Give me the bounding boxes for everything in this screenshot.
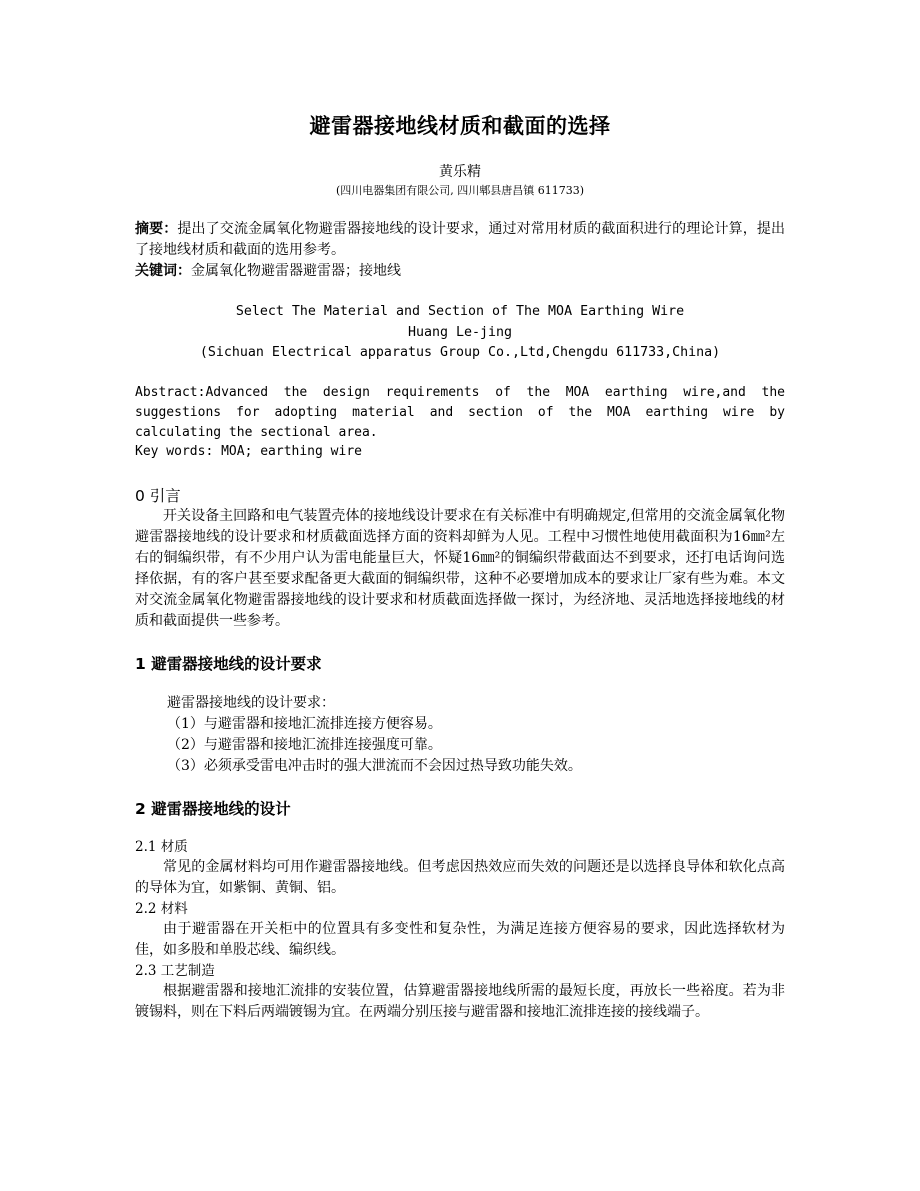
- section-2-heading: 2 避雷器接地线的设计: [135, 800, 291, 818]
- chinese-abstract-text: 提出了交流金属氧化物避雷器接地线的设计要求，通过对常用材质的截面积进行的理论计算，提出了接地线材质和截面的选用参考。: [135, 221, 786, 258]
- chinese-abstract: [135, 219, 785, 261]
- section-2-2-heading: 2.2 材料: [135, 901, 188, 917]
- english-affiliation: (Sichuan Electrical apparatus Group Co.,Ltd,Chengdu 611733,China): [199, 345, 721, 360]
- chinese-abstract-label: 摘要：: [135, 221, 178, 237]
- paper-title: 避雷器接地线材质和截面的选择: [309, 114, 611, 138]
- english-abstract: [135, 383, 785, 443]
- section-2-1-heading: 2.1 材质: [135, 839, 188, 855]
- english-title-block: [135, 302, 785, 364]
- section-1-item-2: （2）与避雷器和接地汇流排连接强度可靠。: [167, 737, 442, 753]
- english-author: Huang Le-jing: [407, 324, 513, 340]
- author-affiliation: (四川电器集团有限公司, 四川郫县唐昌镇 611733): [335, 184, 585, 197]
- english-abstract-text: :Advanced the design requirements of the MOA earthing wire,and the suggestions for adopting material and section of the MOA earthing wire by calculating the sectional area.: [135, 385, 785, 440]
- chinese-keywords-text: 金属氧化物避雷器避雷器；接地线: [191, 263, 401, 279]
- section-2-1-paragraph: 常见的金属材料均可用作避雷器接地线。但考虑因热效应而失效的问题还是以选择良导体和软化点高的导体为宜，如紫铜、黄铜、铝。: [135, 859, 785, 896]
- chinese-keywords-label: 关键词：: [135, 263, 191, 279]
- section-2-3-heading: 2.3 工艺制造: [135, 963, 215, 979]
- section-2-2-paragraph: 由于避雷器在开关柜中的位置具有多变性和复杂性，为满足连接方便容易的要求，因此选择软材为佳，如多股和单股芯线、编织线。: [135, 921, 785, 958]
- english-title: Select The Material and Section of The MOA Earthing Wire: [235, 304, 685, 319]
- author-name: 黄乐精: [439, 164, 481, 180]
- section-2-3-paragraph: 根据避雷器和接地汇流排的安装位置，估算避雷器接地线所需的最短长度，再放长一些裕度。若为非镀锡料，则在下料后两端镀锡为宜。在两端分别压接与避雷器和接地汇流排连接的接线端子。: [135, 983, 785, 1020]
- section-1-item-1: （1）与避雷器和接地汇流排连接方便容易。: [167, 716, 442, 732]
- section-1-intro: 避雷器接地线的设计要求：: [167, 695, 335, 711]
- english-keywords: Key words: MOA; earthing wire: [135, 444, 362, 459]
- english-abstract-label: Abstract: [135, 385, 198, 400]
- chinese-keywords: [135, 261, 785, 282]
- section-1-item-3: （3）必须承受雷电冲击时的强大泄流而不会因过热导致功能失效。: [167, 758, 582, 774]
- section-0-heading: 0 引言: [135, 487, 181, 505]
- section-0-paragraph: 开关设备主回路和电气装置壳体的接地线设计要求在有关标准中有明确规定,但常用的交流金属氧化物避雷器接地线的设计要求和材质截面选择方面的资料却鲜为人见。工程中习惯性地使用截面积为16㎜²左右的铜编织带，有不少用户认为雷电能量巨大，怀疑16㎜²的铜编织带截面达不到要求，还打电话询问选择依据，有的客户甚至要求配备更大截面的铜编织带，这种不必要增加成本的要求让厂家有些为难。本文对交流金属氧化物避雷器接地线的设计要求和材质截面选择做一探讨，为经济地、灵活地选择接地线的材质和截面提供一些参考。: [135, 508, 785, 629]
- section-1-heading: 1 避雷器接地线的设计要求: [135, 655, 322, 673]
